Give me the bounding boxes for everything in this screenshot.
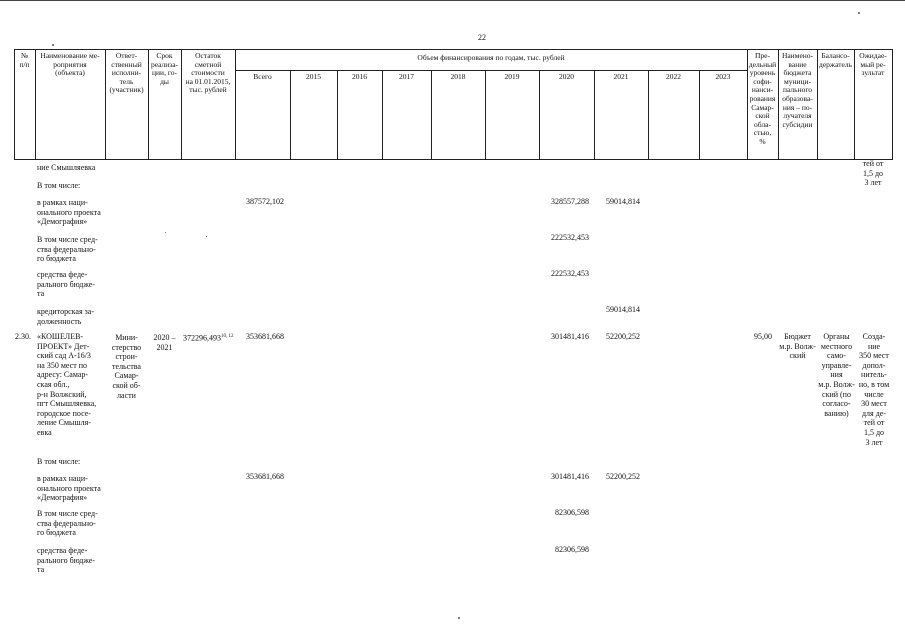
- balance-value: 372296,493: [183, 333, 221, 343]
- row-2020: 222532,453: [551, 233, 589, 242]
- row-number: 2.30.: [15, 332, 31, 341]
- header-funding: Объем финансирования по годам, тыс. рублей: [417, 53, 565, 62]
- row-2021: 59014,814: [606, 197, 640, 206]
- row-limit: 95,00: [754, 332, 772, 341]
- row-name: в рамках наци- онального проекта «Демография»: [37, 474, 101, 503]
- header-num: № п/п: [19, 51, 30, 69]
- header-budget: Наимено- вание бюджета муници- пального образова- ния – по- лучателя субсидии: [781, 51, 814, 129]
- header-year: 2015: [306, 72, 321, 81]
- col-border: [648, 70, 649, 160]
- header-limit: Пре- дельный уровень софи- нанси- рования Самар- ской обла- стью, %: [748, 51, 777, 146]
- page-number: 22: [478, 33, 486, 42]
- row-total: 387572,102: [246, 197, 284, 206]
- row-name: в рамках наци- онального проекта «Демография»: [37, 198, 101, 227]
- funding-subheader-border: [235, 70, 747, 71]
- row-2021: 52200,252: [606, 332, 640, 341]
- scan-speck: [206, 236, 207, 237]
- header-name: Наименование ме- роприятия (объекта): [40, 51, 100, 78]
- row-result: Созда- ние 350 мест допол- нитель- но, в том числе 30 мест для де- тей от 1,5 до 3 лет: [858, 332, 890, 447]
- row-2020: 301481,416: [551, 332, 589, 341]
- header-year: 2019: [504, 72, 520, 81]
- header-term: Срок реализа- ции, го- ды: [150, 51, 179, 86]
- row-name: «КОШЕЛЕВ- ПРОЕКТ» Дет- ский сад А-16/3 на 350 мест по адресу: Самар- ская обл., р-н Волжский, пгт Смышляевка, городское посе- ление Смышля- евка: [37, 332, 97, 437]
- header-bottom-border: [14, 159, 892, 160]
- header-year: 2018: [450, 72, 466, 81]
- scan-speck: [858, 12, 860, 14]
- col-border: [892, 49, 893, 160]
- header-total: Всего: [253, 72, 272, 81]
- row-name: В том числе:: [37, 181, 81, 190]
- row-2020: 82306,598: [555, 545, 589, 554]
- col-border: [235, 49, 236, 160]
- row-name: кредиторская за- долженность: [37, 307, 94, 326]
- scan-edge: [0, 0, 905, 1]
- row-holder: Органы местного само- управле- ния м.р. Волж- ский (по согласо- ванию): [818, 332, 855, 418]
- scan-speck: [165, 232, 166, 233]
- row-total: 353681,668: [246, 332, 284, 341]
- row-balance: [183, 332, 237, 343]
- col-border: [485, 70, 486, 160]
- row-term: 2020 – 2021: [153, 333, 176, 352]
- col-border: [594, 70, 595, 160]
- col-border: [382, 70, 383, 160]
- table-top-border: [14, 49, 892, 50]
- scan-speck: [52, 44, 54, 46]
- row-2020: 301481,416: [551, 472, 589, 481]
- row-total: 353681,668: [246, 472, 284, 481]
- row-name: ние Смышляевка: [37, 163, 96, 172]
- row-name: В том числе сред- ства федерально- го бюджета: [37, 235, 98, 264]
- row-name: средства феде- рального бюдже- та: [37, 270, 95, 299]
- row-budget: Бюджет м.р. Волж- ский: [779, 332, 816, 361]
- row-2020: 222532,453: [551, 269, 589, 278]
- row-result: тей от 1,5 до 3 лет: [862, 159, 884, 188]
- header-year: 2017: [399, 72, 414, 81]
- row-2021: 59014,814: [606, 305, 640, 314]
- header-result: Ожидае- мый ре- зультат: [859, 51, 887, 78]
- header-year: 2020: [559, 72, 574, 81]
- col-border: [699, 70, 700, 160]
- row-name: средства феде- рального бюдже- та: [37, 546, 95, 575]
- col-border: [290, 70, 291, 160]
- header-balance: Остаток сметной стоимости на 01.01.2015, тыс. рублей: [185, 51, 231, 95]
- scan-speck: [458, 617, 460, 619]
- row-responsible: Мини- стерство строи- тельства Самар- ской об- ласти: [111, 333, 142, 400]
- row-name: В том числе сред- ства федерально- го бюджета: [37, 509, 98, 538]
- header-year: 2022: [666, 72, 681, 81]
- header-year: 2021: [613, 72, 629, 81]
- row-2021: 52200,252: [606, 472, 640, 481]
- row-2020: 82306,598: [555, 508, 589, 517]
- col-border: [431, 70, 432, 160]
- header-year: 2016: [352, 72, 367, 81]
- col-border: [337, 70, 338, 160]
- balance-footnote: 10, 12: [221, 334, 234, 339]
- header-year: 2023: [715, 72, 731, 81]
- row-2020: 328557,288: [551, 197, 589, 206]
- header-holder: Балансо- держатель: [819, 51, 852, 69]
- row-name: В том числе:: [37, 457, 81, 466]
- header-responsible: Ответ- ственный исполни- тель (участник): [109, 51, 144, 95]
- col-border: [539, 70, 540, 160]
